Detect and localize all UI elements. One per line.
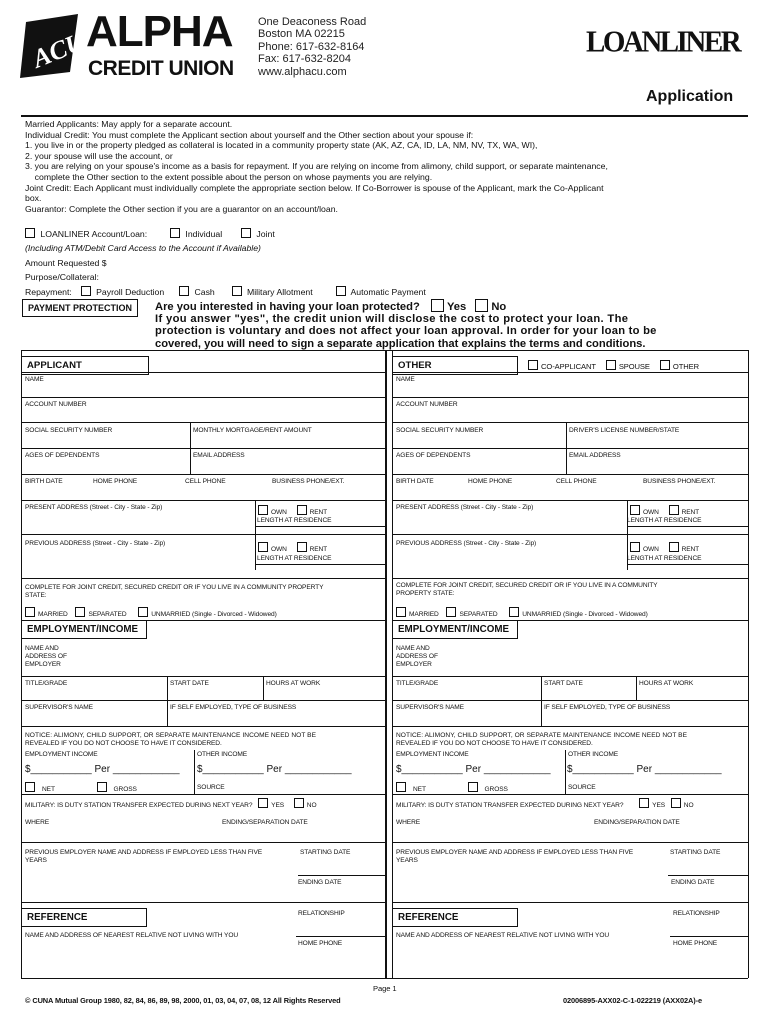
- applicant-home-phone-label: HOME PHONE: [93, 478, 138, 485]
- copyright-text: CUNA Mutual Group 1980, 82, 84, 86, 89, 98, 2000, 01, 03, 04, 07, 08, 12 All Rights Reserved: [32, 996, 341, 1005]
- applicant-unmarried-checkbox[interactable]: [138, 607, 148, 617]
- co-applicant-checkbox[interactable]: [528, 360, 538, 370]
- other-employment-income-label: EMPLOYMENT INCOME: [396, 751, 469, 758]
- other-present-length-label: LENGTH AT RESIDENCE: [627, 517, 702, 524]
- applicant-separated-checkbox[interactable]: [75, 607, 85, 617]
- other-prev-employer-label: PREVIOUS EMPLOYER NAME AND ADDRESS IF EMPLOYED LESS THAN FIVE: [396, 849, 634, 856]
- cash-checkbox[interactable]: [179, 286, 189, 296]
- applicant-military-yes-checkbox[interactable]: [258, 798, 268, 808]
- applicant-previous-own-rent: [258, 542, 327, 554]
- applicant-source-label: SOURCE: [197, 784, 225, 791]
- applicant-previous-address-label: PREVIOUS ADDRESS (Street - City - State - Zip): [25, 540, 166, 547]
- other-nearest-relative-label: NAME AND ADDRESS OF NEAREST RELATIVE NOT LIVING WITH YOU: [396, 932, 610, 939]
- applicant-reference-heading: REFERENCE: [21, 908, 147, 927]
- applicant-ending-date-label: ENDING DATE: [298, 879, 342, 886]
- other-birth-label: BIRTH DATE: [396, 478, 434, 485]
- other-source-label: SOURCE: [568, 784, 596, 791]
- applicant-previous-rent-checkbox[interactable]: [297, 542, 307, 552]
- atm-note: (Including ATM/Debit Card Access to the Account if Available): [25, 243, 261, 253]
- other-home-phone-label: HOME PHONE: [468, 478, 513, 485]
- protection-disclosure-line: If you answer "yes", the credit union will disclose the cost to protect your loan. The: [155, 313, 629, 326]
- other-label: OTHER: [672, 362, 699, 371]
- applicant-joint-note: COMPLETE FOR JOINT CREDIT, SECURED CREDIT OR IF YOU LIVE IN A COMMUNITY PROPERTY: [25, 584, 324, 591]
- other-previous-address-label: PREVIOUS ADDRESS (Street - City - State - Zip): [396, 540, 537, 547]
- protection-question: Are you interested in having your loan protected?: [155, 301, 420, 313]
- other-license-label: DRIVER'S LICENSE NUMBER/STATE: [569, 427, 680, 434]
- applicant-notice-2: REVEALED IF YOU DO NOT CHOOSE TO HAVE IT CONSIDERED.: [25, 740, 222, 747]
- married-label: MARRIED: [409, 611, 439, 618]
- applicant-ages-label: AGES OF DEPENDENTS: [25, 452, 100, 459]
- cash-label: Cash: [194, 287, 215, 297]
- no-label: NO: [306, 802, 317, 809]
- other-net-checkbox[interactable]: [396, 782, 406, 792]
- instruction-line: 3. you are relying on your spouse's income as a basis for repayment. If you are relying on income from alimony, child support, or separate maintenance,: [25, 161, 608, 172]
- separated-label: SEPARATED: [88, 611, 127, 618]
- applicant-marital-row: [25, 607, 277, 619]
- applicant-notice-1: NOTICE: ALIMONY, CHILD SUPPORT, OR SEPARATE MAINTENANCE INCOME NEED NOT BE: [25, 732, 317, 739]
- gross-label: GROSS: [484, 786, 508, 793]
- applicant-other-income-label: OTHER INCOME: [197, 751, 248, 758]
- applicant-birth-label: BIRTH DATE: [25, 478, 63, 485]
- military-question: MILITARY: IS DUTY STATION TRANSFER EXPECTED DURING NEXT YEAR?: [25, 802, 253, 809]
- own-label: OWN: [643, 546, 659, 553]
- other-gross-checkbox[interactable]: [468, 782, 478, 792]
- instruction-line: 1. you live in or the property pledged as collateral is located in a community property state (AK, AZ, CA, ID, LA, NM, NV, TX, WA, WI),: [25, 140, 538, 151]
- protection-disclosure-line: protection is voluntary and does not affect your loan approval. In order for your loan to be: [155, 325, 657, 338]
- instruction-line: box.: [25, 193, 42, 204]
- applicant-employer-label: NAME AND ADDRESS OF EMPLOYER: [25, 645, 67, 668]
- applicant-previous-own-checkbox[interactable]: [258, 542, 268, 552]
- applicant-where-label: WHERE: [25, 819, 50, 826]
- own-label: OWN: [271, 509, 287, 516]
- military-allotment-checkbox[interactable]: [232, 286, 242, 296]
- applicant-joint-note-2: STATE:: [25, 592, 47, 599]
- other-separated-checkbox[interactable]: [446, 607, 456, 617]
- logo-word-alpha: ALPHA: [86, 7, 233, 56]
- other-reference-heading: REFERENCE: [392, 908, 518, 927]
- gross-label: GROSS: [113, 786, 137, 793]
- automatic-payment-checkbox[interactable]: [336, 286, 346, 296]
- spouse-checkbox[interactable]: [606, 360, 616, 370]
- payroll-deduction-label: Payroll Deduction: [96, 287, 165, 297]
- page-title: Application: [646, 88, 734, 105]
- co-applicant-label: CO-APPLICANT: [541, 362, 596, 371]
- svg-text:ACU: ACU: [28, 26, 89, 74]
- individual-label: Individual: [185, 229, 223, 239]
- applicant-self-employed-label: IF SELF EMPLOYED, TYPE OF BUSINESS: [170, 704, 297, 711]
- address-fax: Fax: 617-632-8204: [258, 53, 351, 66]
- own-label: OWN: [271, 546, 287, 553]
- other-unmarried-checkbox[interactable]: [509, 607, 519, 617]
- applicant-ssn-label: SOCIAL SECURITY NUMBER: [25, 427, 113, 434]
- other-title-grade-label: TITLE/GRADE: [396, 680, 439, 687]
- other-self-employed-label: IF SELF EMPLOYED, TYPE OF BUSINESS: [544, 704, 671, 711]
- loanliner-checkbox[interactable]: [25, 228, 35, 238]
- rent-label: RENT: [309, 546, 328, 553]
- net-label: NET: [42, 786, 55, 793]
- applicant-prev-employer-label: PREVIOUS EMPLOYER NAME AND ADDRESS IF EMPLOYED LESS THAN FIVE: [25, 849, 263, 856]
- credit-union-address: [258, 16, 366, 78]
- other-cell-label: CELL PHONE: [556, 478, 597, 485]
- other-previous-own-checkbox[interactable]: [630, 542, 640, 552]
- payment-protection-heading: PAYMENT PROTECTION: [22, 299, 138, 317]
- loanliner-brand-logo: LOANLINER: [586, 25, 740, 59]
- other-previous-own-rent: [630, 542, 699, 554]
- address-line: One Deaconess Road: [258, 16, 367, 28]
- other-married-checkbox[interactable]: [396, 607, 406, 617]
- protection-no-checkbox[interactable]: [475, 299, 488, 312]
- yes-label: YES: [652, 802, 666, 809]
- other-business-label: BUSINESS PHONE/EXT.: [643, 478, 716, 485]
- other-ages-label: AGES OF DEPENDENTS: [396, 452, 471, 459]
- other-military-no-checkbox[interactable]: [671, 798, 681, 808]
- applicant-heading: APPLICANT: [21, 356, 149, 375]
- other-hours-label: HOURS AT WORK: [639, 680, 694, 687]
- applicant-name-label: NAME: [25, 376, 44, 383]
- protection-yes-checkbox[interactable]: [431, 299, 444, 312]
- form-id: 02006895-AXX02-C-1-022219 (AXX02A)-e: [563, 996, 702, 1005]
- other-notice-1: NOTICE: ALIMONY, CHILD SUPPORT, OR SEPARATE MAINTENANCE INCOME NEED NOT BE: [396, 732, 688, 739]
- other-relationship-label: RELATIONSHIP: [673, 910, 720, 917]
- applicant-email-label: EMAIL ADDRESS: [193, 452, 245, 459]
- other-military-row: [396, 798, 694, 810]
- applicant-account-label: ACCOUNT NUMBER: [25, 401, 87, 408]
- applicant-military-no-checkbox[interactable]: [294, 798, 304, 808]
- loan-account-label: LOANLINER Account/Loan:: [40, 229, 148, 239]
- applicant-other-income-field[interactable]: $___________ Per ____________: [197, 764, 352, 775]
- other-employer-label: NAME AND ADDRESS OF EMPLOYER: [396, 645, 438, 668]
- no-label: NO: [683, 802, 694, 809]
- spouse-label: SPOUSE: [618, 362, 650, 371]
- repayment-label: Repayment:: [25, 287, 72, 297]
- rent-label: RENT: [681, 546, 700, 553]
- other-heading: OTHER: [392, 356, 518, 375]
- net-label: NET: [413, 786, 426, 793]
- other-where-label: WHERE: [396, 819, 421, 826]
- other-type-row: [528, 360, 699, 371]
- other-start-date-label: START DATE: [544, 680, 583, 687]
- other-supervisor-label: SUPERVISOR'S NAME: [396, 704, 464, 711]
- joint-checkbox[interactable]: [241, 228, 251, 238]
- other-employment-heading: EMPLOYMENT/INCOME: [392, 620, 518, 639]
- applicant-previous-length-label: LENGTH AT RESIDENCE: [257, 555, 332, 562]
- credit-union-logo: [20, 7, 252, 84]
- automatic-payment-label: Automatic Payment: [350, 287, 426, 297]
- applicant-start-date-label: START DATE: [170, 680, 209, 687]
- address-website: www.alphacu.com: [258, 65, 347, 78]
- own-label: OWN: [643, 509, 659, 516]
- other-account-label: ACCOUNT NUMBER: [396, 401, 458, 408]
- amount-requested-label: Amount Requested $: [25, 258, 107, 268]
- applicant-name-field[interactable]: [21, 397, 385, 398]
- applicant-present-own-checkbox[interactable]: [258, 505, 268, 515]
- applicant-gross-checkbox[interactable]: [97, 782, 107, 792]
- page-number: Page 1: [373, 984, 397, 993]
- applicant-title-grade-label: TITLE/GRADE: [25, 680, 68, 687]
- other-ending-separation-label: ENDING/SEPARATION DATE: [594, 819, 680, 826]
- instruction-line: Individual Credit: You must complete the Applicant section about yourself and the Other section about your spouse if:: [25, 129, 474, 140]
- other-employment-income-field[interactable]: $___________ Per ____________: [396, 764, 551, 775]
- applicant-military-row: [25, 798, 317, 810]
- other-present-rent-checkbox[interactable]: [669, 505, 679, 515]
- payment-protection-text: [155, 299, 657, 350]
- separated-label: SEPARATED: [459, 611, 498, 618]
- applicant-relationship-label: RELATIONSHIP: [298, 910, 345, 917]
- applicant-present-length-label: LENGTH AT RESIDENCE: [257, 517, 332, 524]
- instruction-line: 2. your spouse will use the account, or: [25, 150, 173, 161]
- other-military-yes-checkbox[interactable]: [639, 798, 649, 808]
- unmarried-label: UNMARRIED (Single - Divorced - Widowed): [522, 611, 648, 618]
- applicant-employment-income-label: EMPLOYMENT INCOME: [25, 751, 98, 758]
- applicant-net-checkbox[interactable]: [25, 782, 35, 792]
- applicant-ending-separation-label: ENDING/SEPARATION DATE: [222, 819, 308, 826]
- military-question: MILITARY: IS DUTY STATION TRANSFER EXPECTED DURING NEXT YEAR?: [396, 802, 624, 809]
- applicant-supervisor-label: SUPERVISOR'S NAME: [25, 704, 93, 711]
- other-ending-date-label: ENDING DATE: [671, 879, 715, 886]
- other-reference-home-phone-label: HOME PHONE: [673, 940, 718, 947]
- applicant-married-checkbox[interactable]: [25, 607, 35, 617]
- applicant-cell-label: CELL PHONE: [185, 478, 226, 485]
- protection-question-row: [155, 299, 657, 313]
- other-checkbox[interactable]: [660, 360, 670, 370]
- other-marital-row: [396, 607, 648, 619]
- applicant-mortgage-label: MONTHLY MORTGAGE/RENT AMOUNT: [193, 427, 312, 434]
- purpose-collateral-label: Purpose/Collateral:: [25, 272, 99, 282]
- applicant-present-own-rent: [258, 505, 327, 517]
- other-email-label: EMAIL ADDRESS: [569, 452, 621, 459]
- loan-account-row: [25, 228, 275, 239]
- payroll-deduction-checkbox[interactable]: [81, 286, 91, 296]
- other-name-label: NAME: [396, 376, 415, 383]
- individual-checkbox[interactable]: [170, 228, 180, 238]
- yes-label: YES: [271, 802, 285, 809]
- applicant-employment-income-field[interactable]: $___________ Per ____________: [25, 764, 180, 775]
- protection-yes-label: Yes: [446, 301, 467, 313]
- instruction-line: Married Applicants: May apply for a separate account.: [25, 119, 233, 129]
- applicant-hours-label: HOURS AT WORK: [266, 680, 321, 687]
- instruction-line: Guarantor: Complete the Other section if you are a guarantor on an account/loan.: [25, 203, 338, 214]
- rent-label: RENT: [681, 509, 700, 516]
- protection-no-label: No: [491, 301, 507, 313]
- applicant-years-label: YEARS: [25, 857, 47, 864]
- applicant-present-rent-checkbox[interactable]: [297, 505, 307, 515]
- rent-label: RENT: [309, 509, 328, 516]
- other-joint-note: COMPLETE FOR JOINT CREDIT, SECURED CREDIT OR IF YOU LIVE IN A COMMUNITY: [396, 582, 658, 589]
- other-present-own-rent: [630, 505, 699, 517]
- joint-label: Joint: [256, 229, 275, 239]
- other-ssn-label: SOCIAL SECURITY NUMBER: [396, 427, 484, 434]
- repayment-row: [25, 286, 426, 297]
- applicant-starting-date-label: STARTING DATE: [300, 849, 351, 856]
- applicant-present-address-label: PRESENT ADDRESS (Street - City - State - Zip): [25, 504, 163, 511]
- other-net-gross-row: [396, 782, 508, 794]
- military-allotment-label: Military Allotment: [247, 287, 313, 297]
- other-notice-2: REVEALED IF YOU DO NOT CHOOSE TO HAVE IT CONSIDERED.: [396, 740, 593, 747]
- instructions-block: [25, 119, 608, 214]
- instruction-line: complete the Other section to the extent possible about the person on whose payments you are relying.: [25, 171, 433, 182]
- other-other-income-field[interactable]: $___________ Per ____________: [567, 764, 722, 775]
- other-previous-length-label: LENGTH AT RESIDENCE: [627, 555, 702, 562]
- other-years-label: YEARS: [396, 857, 418, 864]
- other-starting-date-label: STARTING DATE: [670, 849, 721, 856]
- applicant-reference-home-phone-label: HOME PHONE: [298, 940, 343, 947]
- logo-word-credit-union: CREDIT UNION: [88, 57, 234, 80]
- instruction-line: Joint Credit: Each Applicant must individually complete the appropriate section below. If Co-Borrower is spouse of the Applicant, mark the Co-Applicant: [25, 182, 604, 193]
- applicant-account-field[interactable]: [21, 422, 385, 423]
- protection-disclosure-line: covered, you will need to sign a separate application that explains the terms and conditions.: [155, 337, 646, 350]
- copyright-line: [25, 997, 341, 1005]
- married-label: MARRIED: [38, 611, 68, 618]
- unmarried-label: UNMARRIED (Single - Divorced - Widowed): [151, 611, 277, 618]
- applicant-employment-heading: EMPLOYMENT/INCOME: [21, 620, 147, 639]
- address-line: Boston MA 02215: [258, 28, 345, 41]
- applicant-business-label: BUSINESS PHONE/EXT.: [272, 478, 345, 485]
- other-other-income-label: OTHER INCOME: [568, 751, 619, 758]
- other-present-address-label: PRESENT ADDRESS (Street - City - State - Zip): [396, 504, 534, 511]
- applicant-net-gross-row: [25, 782, 137, 794]
- other-present-own-checkbox[interactable]: [630, 505, 640, 515]
- acu-logo-icon: [20, 14, 89, 80]
- address-phone: Phone: 617-632-8164: [258, 40, 365, 53]
- other-previous-rent-checkbox[interactable]: [669, 542, 679, 552]
- applicant-nearest-relative-label: NAME AND ADDRESS OF NEAREST RELATIVE NOT LIVING WITH YOU: [25, 932, 239, 939]
- copyright-icon: ©: [25, 996, 31, 1005]
- other-name-field[interactable]: [392, 397, 748, 398]
- other-joint-note-2: PROPERTY STATE:: [396, 590, 455, 597]
